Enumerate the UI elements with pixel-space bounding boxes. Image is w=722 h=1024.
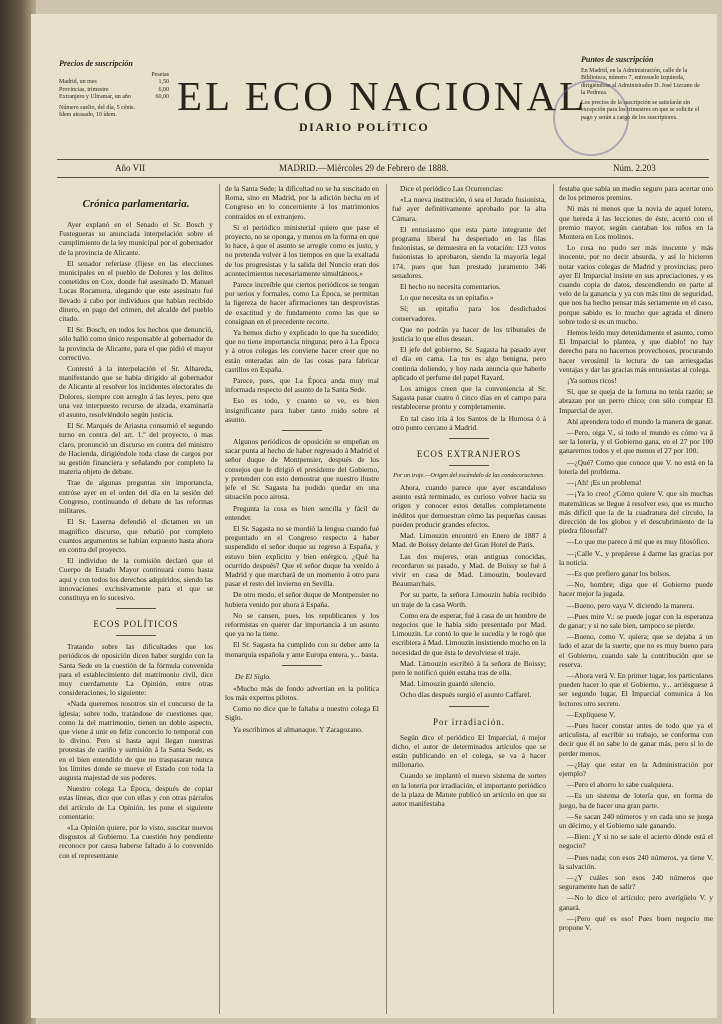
article-paragraph: Como no dice que le faltaba a nuestro colega El Siglo. <box>225 704 379 723</box>
back-issue-price: Ídem atrasado, 10 ídem. <box>59 112 117 118</box>
column-1 <box>59 184 213 1008</box>
article-paragraph: —¡Calle V., y prepárese á darme las gracias por la noticia. <box>559 548 713 567</box>
price-row: Madrid, un mes 1,50 <box>59 79 169 85</box>
article-paragraph: —No, hombre; diga que el Gobierno puede hacer mejor la jugada. <box>559 580 713 599</box>
article-paragraph: —No lo dice el artículo; pero averígüelo V. y ganará. <box>559 893 713 912</box>
article-paragraph: Contestó á la interpelación el Sr. Albareda, manifestando que se había dirigido al gobernador de Alicante al resolver los incidentes electorales de Dolores, siempre con arreglo á las leyes, pero que una vez interpuesto recurso de alzada, examinaría el asunto, resolviéndolo según justicia. <box>59 364 213 420</box>
article-paragraph: De otro modo, el señor duque de Montpensier no hubiera venido por ahora á España. <box>225 590 379 609</box>
article-paragraph: Pregunta la cosa es bien sencilla y fácil de entender. <box>225 503 379 522</box>
newspaper-subtitle: DIARIO POLÍTICO <box>299 120 430 134</box>
article-paragraph: Algunos periódicos de oposición se empeñan en sacar punta al hecho de haber regresado á Madrid el señor duque de Montpensier, después de los consejos que le dirigió el presidente del Gobierno, y pretenden con esto demostrar que nuestro ilustre jefe el Sr. Sagasta ha podido quedar en una situación poco airosa. <box>225 437 379 502</box>
section-divider <box>282 430 322 431</box>
article-paragraph: —¡Ah! ¡Es un problema! <box>567 478 642 488</box>
section-divider <box>449 438 489 439</box>
article-paragraph: —Lo que me parece á mí que es muy filosófico. <box>567 537 710 547</box>
article-paragraph: —Pues hacer constar antes de todo que ya el articulista, al escribir su trabajo, se conforma con decir que él no sabe lo de ganar más, pero sí lo de perder menos. <box>559 720 713 758</box>
section-divider <box>282 665 322 666</box>
article-paragraph: El Sr. Sagasta ha cumplido con su deber ante la monarquía española y ante Europa entera, y... basta. <box>225 640 379 659</box>
points-text: En Madrid, en la Administración, calle de la Biblioteca, número 7, entresuelo izquierda, dirigiéndose al Administrador D. José Lizcano de la Pedreza. <box>581 67 700 96</box>
article-paragraph: —Bien: ¿Y si no se sale el acierto dónde está el negocio? <box>559 832 713 851</box>
issue-date: MADRID.—Miércoles 29 de Febrero de 1888. <box>279 163 449 173</box>
masthead <box>31 54 717 166</box>
article-paragraph: El Sr. Bosch, en todos los hechos que denunció, sólo halló como único responsable al gobernador de la provincia de Alicante, para el que pidió el mayor correctivo. <box>59 325 213 362</box>
article-paragraph: El entusiasmo que esta parte integrante del programa liberal ha despertado en las filas fusionistas, se demuestra en la votación: 123 votos fusionistas lo aprobaron, siendo la mayoría legal 174, pues que han prestado juramento 346 senadores. <box>392 224 546 280</box>
article-paragraph: Nuestro colega La Época, después de copiar estas líneas, dice que con ellas y con otras párrafos del artículo de La Opinión, les pone el siguiente comentario: <box>59 784 213 821</box>
section-subheading: Por un traje.—Origen del escándalo de las condecoraciones. <box>393 472 545 480</box>
article-paragraph: Mad. Limouzin guardó silencio. <box>400 679 496 689</box>
article-paragraph: —Se sacan 240 números y en cada uno se juega un décimo, y el Gobierno sale ganando. <box>559 811 713 830</box>
article-paragraph: Ahí aprendera todo el mundo la manera de ganar. <box>567 416 713 426</box>
dateline <box>31 162 717 176</box>
single-issue-price: Número suelto, del día, 5 cénts. <box>59 104 135 111</box>
article-paragraph: «Nada queremos nosotros sin el concurso de la iglesia; sobre todo, tratándose de cuestiones que, como la del matrimonio, tienen un doble aspecto, que viene á unir en feliz concorcio lo temporal con lo divino. Pero si hasta aquí llegan nuestras protestas de cariño y sumisión á la Santa Sede, es en el bien entendido de que no traspasaran nunca los límites donde se mueve el Estado con toda la augusta majestad de sus poderes. <box>59 699 213 782</box>
points-heading: Puntos de suscripción <box>581 55 654 64</box>
article-paragraph: ¡Ya somos ricos! <box>567 376 617 386</box>
article-paragraph: —Explíquese V. <box>567 709 616 719</box>
article-paragraph: Si el periódico ministerial quiere que pase el proyecto, no se oponga, y menos en la forma en que lo hace, á que el asunto se arregle como es justo, y no pretenda volver á los tiempos en que la exaltada de los progresistas y la salida del Nuncio eran dos acontecimientos necesariamente simultáneos.» <box>225 222 379 278</box>
article-paragraph: de la Santa Sede; la dificultad no se ha suscitado en Roma, sino en Madrid, por la adición hecha en el Congreso en lo concerniente á los matrimonios contraídos en el extranjero. <box>225 184 379 221</box>
newspaper-title: EL ECO NACIONAL <box>177 73 588 119</box>
article-paragraph: No se cansen, pues, los republicanos y los reformistas en querer dar importancia á un asunto que ya no la tiene. <box>225 610 379 639</box>
prices-column-header: Pesetas <box>151 71 169 78</box>
article-paragraph: Mad. Limouzin encontró en Enero de 1887 á Mad. de Boissy delante del Gran Hotel de París. <box>392 531 546 550</box>
column-2 <box>225 184 379 1008</box>
article-paragraph: —¿Qué? Como que conoce que V. no está en la lotería del problema. <box>559 457 713 476</box>
article-paragraph: Ahora, cuando parece que ayer escandaloso asunto está terminado, es curioso volver hacia su origen y conocer estos detalles completamente inéditos que demuestran cómo las pequeñas causas pueden producir grandes efectos. <box>392 483 546 529</box>
article-paragraph: El jefe del gobierno, Sr. Sagasta ha pasado ayer el día en cama. La tos es algo benigna, pero continúa doliendo, y hoy nada anuncia que haberle aplicado el perfume del papel Rayard. <box>392 345 546 382</box>
article-paragraph: Dice el periódico Las Ocurrencias: <box>400 184 504 193</box>
article-paragraph: —Es un sistema de lotería que, en forma de juego, ha de hacer una gran parte. <box>559 791 713 810</box>
column-4 <box>559 184 713 1008</box>
article-paragraph: Trae de algunas preguntas sin importancia, entróse ayer en el orden del día en la sesión del Congreso, continuando el debate de las reformas militares. <box>59 478 213 516</box>
article-paragraph: Que no podrán ya hacer de los tribunales de justicia lo que ellos desean. <box>392 324 546 344</box>
volume-year: Año VII <box>115 163 146 173</box>
article-paragraph: —Es que prefiero ganar los bolsos. <box>567 568 671 578</box>
article-paragraph: Por su parte, la señora Limouzin había recibido un traje de la casa Worth. <box>392 590 546 609</box>
article-paragraph: —¿Hay que estar en la Administración por ejemplo? <box>559 759 713 778</box>
article-paragraph: Los amigos creen que la conveniencia al Sr. Sagasta pasar cuatro ó cinco días en el campo para restablecerse pronto y completamente. <box>392 384 546 412</box>
article-paragraph: —Pero, oiga V., si todo el mundo es cómo va á ser la lotería, y el Gobierno gana, en el 27 por 100 ganaremos todos y el que menos el 27 por 100. <box>559 428 713 456</box>
article-paragraph: El hecho no necesita comentarios. <box>400 282 501 292</box>
article-paragraph: El senador referíase (fíjese en las elecciones municipales en el pueblo de Dolores y los delitos cometidos en Cox, donde fué asesinado D. Manuel Lucas Rocamora, alegando que este asesinato fué llevado á cabo por individuos que habían recibido dinero, en pago del crimen, del alcalde del pueblo citado. <box>59 258 213 324</box>
section-divider <box>116 635 156 636</box>
prices-heading: Precios de suscripción <box>59 59 133 68</box>
article-paragraph: —Ahora verá V. En primer lugar, los particulares pueden hacer lo que el Gobierno, y... arriésguese á ser segundo lugar, El Imparcial comunica á los lectores otro secreto. <box>559 670 713 708</box>
article-paragraph: Lo que necesita es un epitafio.» <box>400 293 494 303</box>
article-paragraph: Las dos mujeres, eran antiguas conocidas, recordaron su pasado, y Mad. de Boissy se fué á vivir en casa de Mad. Limouzin, boulevard Beaumarchais. <box>392 551 546 589</box>
price-row: Extranjero y Ultramar, un año 60,00 <box>59 94 169 100</box>
article-paragraph: Ayer explanó en el Senado el Sr. Bosch y Fustegueras su anunciada interpelación sobre el cumplimiento de la ley municipal por el gobernador de la provincia de Alicante. <box>59 220 213 257</box>
article-paragraph: Parece increíble que ciertos periódicos se tengan por serios y formales, como La Época, se permitan la ligereza de hacer afirmaciones tan desprovistas de exactitud y de fundamento como las que se consignan en el precedente recorte. <box>225 280 379 326</box>
section-divider <box>116 608 156 609</box>
article-paragraph: Sí, que se queja de la fortuna no tenía razón; se abrazan por un perro chico; con sólo comprar El Imparcial de ayer. <box>559 387 713 415</box>
article-paragraph: Ni más ni menos que la novia de aquel lotero, que hereda á las lecciones de éste, acertó con el premio mayor, según cantaban los niños en la Montera en Los molinos. <box>559 204 713 242</box>
column-divider <box>219 184 220 1014</box>
article-paragraph: Cuando se implantó el nuevo sistema de sorteo en la lotería por irradiación, el importante periódico de la plaza de Matute publicó un artículo en que su autor manifestaba <box>392 771 546 808</box>
article-paragraph: El individuo de la comisión declaró que el Cuerpo de Estado Mayor continuará como hasta aquí y con todos los derechos adquiridos, siendo las innovaciones exclusivamente para el que se constituya en lo sucesivo. <box>59 556 213 602</box>
column-3 <box>392 184 546 1008</box>
column-divider <box>386 184 387 1014</box>
article-paragraph: Hemos leído muy detenidamente el asunto, como El Imparcial lo plantea, y que diablo! no hay derecho para no hacernos provechosos, procurando hacer verosímil la lectura de tan arriesgadas ventajas y dar las gracias más entusiastas al colega. <box>559 328 713 374</box>
quote-source: De El Siglo. <box>235 671 271 681</box>
column-divider <box>553 184 554 1014</box>
section-heading: ECOS EXTRANJEROS <box>416 449 522 460</box>
article-paragraph: Ya hemos dicho y explicado lo que ha sucedido; que no tiene importancia ninguna; pero á La Época y á otros colegas les conviene hacer creer que no están enteradas aún de las cosas para fabricar castillos en España. <box>225 328 379 374</box>
article-paragraph: —Pero el ahorro lo sabe cualquiera. <box>567 780 674 790</box>
article-heading: Crónica parlamentaria. <box>82 198 190 210</box>
article-paragraph: En tal caso iría á los Santos de la Humosa ó á otro punto cercano á Madrid. <box>392 413 546 432</box>
article-paragraph: El Sr. Marqués de Ariasna consumió el segundo turno en contra del art. 1.º del proyecto, ó mas claro, pronunció un discurso en contra del ministro de Hacienda, dirigiéndole toda clase de cargos por su gestión financiera y señalando por completo la materia objeto de debate. <box>59 421 213 477</box>
article-paragraph: Tratando sobre las dificultades que los periódicos de oposición dicen haber surgido con la Santa Sede en la cuestión de la fórmula convenida para el establecimiento del matrimonio civil, dice muy cuerdamente La Opinión, entre otras consideraciones, lo siguiente: <box>59 642 213 698</box>
article-paragraph: Según dice el periódico El Imparcial, ó mejor dicho, el autor de determinados artículos que se están publicando en el colega, se va á hacer millonario. <box>392 732 546 770</box>
points-note: Los precios de la suscripción se satisfarán sin excepción para los trimestres en que se solicite el pago y serán a cargo de los suscriptores. <box>581 99 700 121</box>
article-paragraph: —¡Pero qué es eso! Pues buen negocio me propone V. <box>559 913 713 933</box>
article-paragraph: Sí; un epitafio para los desdichados conservadores. <box>392 304 546 323</box>
article-paragraph: Parece, pues, que La Época anda muy mal informada respecto del asunto de la Santa Sede. <box>225 376 379 395</box>
article-paragraph: —¡Ya lo creo! ¿Cómo quiere V. que sin muchas matemáticas se llegue á resolver eso, que es mucho más difícil que la de la cuadratura del círculo, la dirección de los globos y el descubrimiento de la piedra filosofal? <box>559 489 713 536</box>
subscription-points-box <box>581 56 701 122</box>
section-divider <box>449 706 489 707</box>
article-paragraph: «La nueva institución, ó sea el Jurado fusionista, fué ayer definitivamente aprobado por la alta Cámara. <box>392 195 546 223</box>
section-divider <box>449 465 489 466</box>
quote-text: «Mucho más de fondo advertían en la política los más expertos pilotos. <box>225 683 379 702</box>
article-paragraph: Lo cosa no pudo ser más inocente y más inocente, por no decir absurda, y así lo hicieron notar varios colegas de Madrid y provincias; pero ayer El Imparcial insiste en sus apreciaciones, y es cuando copia de datos, descendiendo en parte al velo de la ganancia y ya con más tino de seguridad, que nos ha hecho pensar más seriamente en el caso, porque sabido es lo mucho que agrada el dinero sobre todo si es un mucho. <box>559 243 713 326</box>
article-paragraph: Eso es todo, y cuanto se ve, es bien insignificante para haber tanto ruido sobre el asunto. <box>225 396 379 424</box>
issue-number: Núm. 2.203 <box>613 163 656 173</box>
newspaper-page <box>30 14 717 1018</box>
article-paragraph: —Bueno, como V. quiera; que se dejaba á un lado el azar de la suerte, que no es muy bueno para el Gobierno, cuando sale la contribución que se reserva. <box>559 632 713 669</box>
price-row: Provincias, trimestre 6,00 <box>59 86 169 93</box>
section-heading: ECOS POLÍTICOS <box>93 619 179 630</box>
article-paragraph: Mad. Limouzin escribió á la señora de Boissy; pero le notificó quién estaba tras de ella. <box>392 658 546 677</box>
article-paragraph: Ocho días después surgió el asunto Caffarel. <box>400 690 532 700</box>
article-paragraph: El Sr. Laserna defendió el dictamen en un magnífico discurso, que rebatió por completo cuantos argumentos se habían expuesto hasta ahora en contra del proyecto. <box>59 517 213 554</box>
article-paragraph: Ya escribimos al almanaque. Y Zaragozano. <box>233 724 363 734</box>
article-paragraph: «La Opinión quiere, por lo visto, suscitar nuevos disgustos al Gobierno. La cuestión hoy pendiente reconoce por causa haberse faltado á lo convenido con el representante <box>59 822 213 860</box>
dateline-bottom-rule <box>57 177 709 178</box>
subscription-prices-box <box>59 60 169 120</box>
article-paragraph: —¿Y cuáles son esos 240 números que seguramente han de salir? <box>559 873 713 892</box>
dateline-top-rule <box>57 159 709 160</box>
article-paragraph: —Bueno, pero vaya V. diciendo la manera. <box>567 600 695 610</box>
section-heading: Por irradiación. <box>433 716 505 727</box>
article-paragraph: —Pues nada; con esos 240 números, ya tiene V. la salvación. <box>559 852 713 871</box>
article-paragraph: festaba que sabía un medio seguro para acertar uno de los primeros premios. <box>559 184 713 203</box>
article-paragraph: Como era de esperar, fué á casa de un hombre de negocios que le había sido presentado por Mad. Limouzin. Le contó lo que le sucedía y le rogó que escribiera á Mad. Limouzin insistiendo mucho en la necesidad de que ésta le devolviese el traje. <box>392 610 546 657</box>
article-paragraph: El Sr. Sagasta no se mordió la lengua cuando fué preguntado en el Congreso respecto á haber suspendido el señor duque su regreso á España, y estuvo bien explícito y bien enérgico. ¿Qué ha ocurrido después? Que el señor duque ha venido á Madrid y que marchará de un momento á otro para pasar el resto del invierno en Sevilla. <box>225 523 379 589</box>
prices-table <box>59 72 169 102</box>
article-paragraph: —Pues mire V.: se puede jugar con la esperanza de ganar; y si no sale bien, tampoco se pierde. <box>559 611 713 630</box>
